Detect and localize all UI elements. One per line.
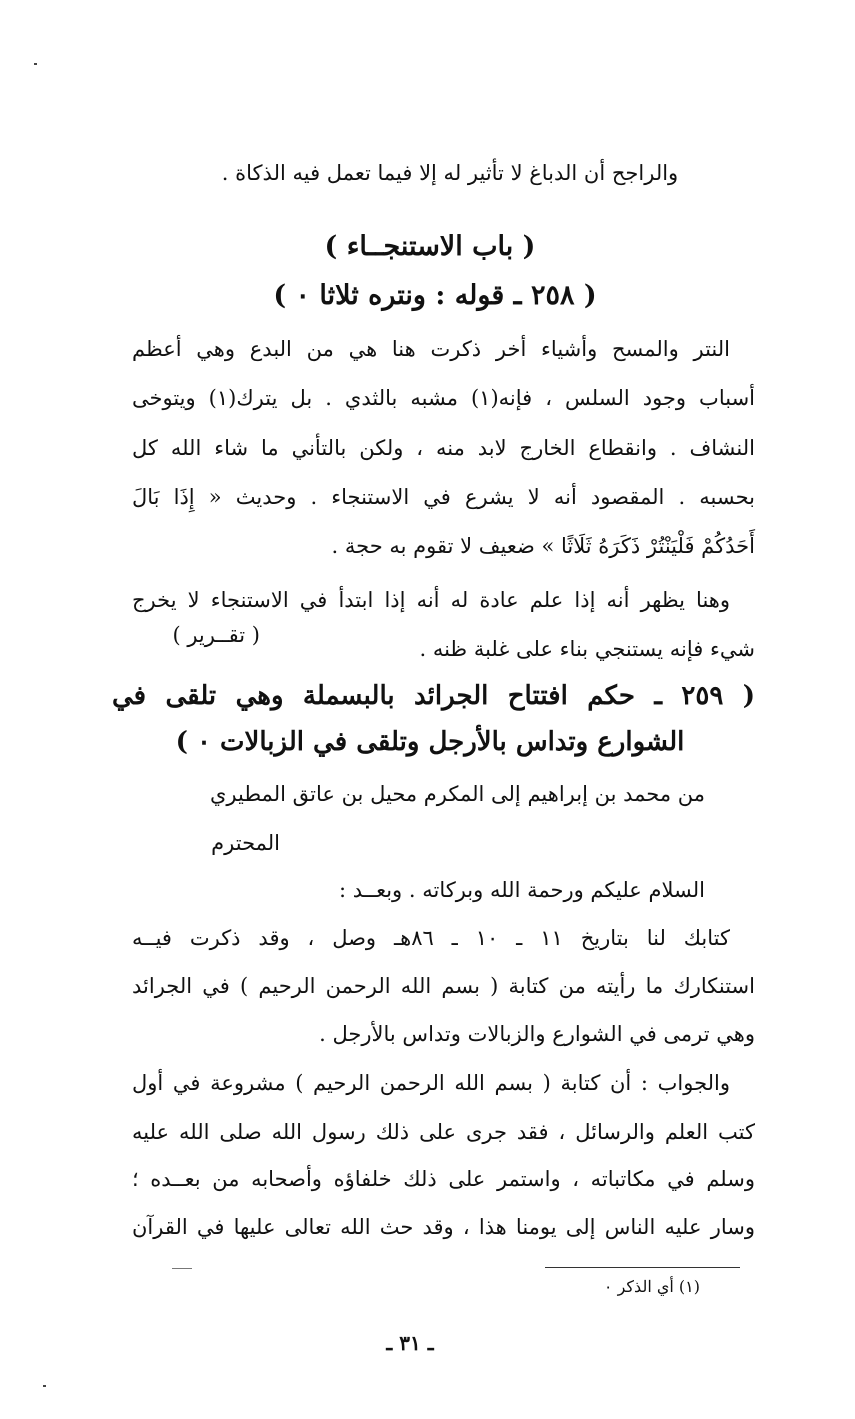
letter-greeting: السلام عليكم ورحمة الله وبركاته . وبعــد : bbox=[339, 878, 705, 902]
page-number: ـ ٣١ ـ bbox=[386, 1331, 434, 1355]
body-line-9: وهنا يظهر أنه إذا علم عادة له أنه إذا ابتدأ في الاستنجاء لا يخرج bbox=[132, 588, 730, 612]
body-line-4: النتر والمسح وأشياء أخر ذكرت هنا هي من البدع وهي أعظم bbox=[132, 337, 730, 361]
letter-addressee: من محمد بن إبراهيم إلى المكرم محيل بن عاتق المطيري bbox=[209, 782, 705, 806]
body-line-21: كتب العلم والرسائل ، فقد جرى على ذلك رسول الله صلى الله عليه bbox=[132, 1120, 755, 1144]
body-line-23: وسار عليه الناس إلى يومنا هذا ، وقد حث الله تعالى عليها في القرآن bbox=[132, 1215, 755, 1239]
body-line-17: كتابك لنا بتاريخ ١١ ـ ١٠ ـ ٨٦هـ وصل ، وقد ذكرت فيــه bbox=[132, 926, 731, 950]
body-line-7: بحسبه . المقصود أنه لا يشرع في الاستنجاء . وحديث « إِذَا بَالَ bbox=[132, 485, 755, 509]
footnote: (١) أي الذكر ٠ bbox=[603, 1277, 700, 1296]
section-heading-258: ( ٢٥٨ ـ قوله : ونتره ثلاثا ٠ ) bbox=[273, 280, 597, 311]
body-line-10: شيء فإنه يستنجي بناء على غلبة ظنه . bbox=[419, 637, 755, 661]
scan-speck bbox=[34, 63, 37, 65]
body-line-1: والراجح أن الدباغ لا تأثير له إلا فيما تعمل فيه الذكاة . bbox=[221, 161, 679, 185]
scan-mark bbox=[172, 1268, 192, 1269]
chapter-heading: ( باب الاستنجــاء ) bbox=[324, 231, 536, 262]
body-line-20: والجواب : أن كتابة ( بسم الله الرحمن الرحيم ) مشروعة في أول bbox=[132, 1071, 730, 1095]
letter-honorific: المحترم bbox=[211, 831, 280, 855]
body-line-5: أسباب وجود السلس ، فإنه(١) مشبه بالثدي . بل يترك(١) ويتوخى bbox=[132, 386, 755, 410]
scan-speck bbox=[43, 1385, 46, 1387]
footnote-separator bbox=[545, 1267, 740, 1268]
body-line-19: وهي ترمى في الشوارع والزبالات وتداس بالأرجل . bbox=[319, 1022, 755, 1046]
body-line-18: استنكارك ما رأيته من كتابة ( بسم الله الرحمن الرحيم ) في الجرائد bbox=[132, 974, 755, 998]
body-line-6: النشاف . وانقطاع الخارج لابد منه ، ولكن بالتأني ما شاء الله كل bbox=[132, 436, 755, 460]
section-heading-259-line2: الشوارع وتداس بالأرجل وتلقى في الزبالات ٠ ) bbox=[175, 727, 685, 757]
body-line-8: أَحَدُكُمْ فَلْيَنْتُرْ ذَكَرَهُ ثَلَاثًا » ضعيف لا تقوم به حجة . bbox=[331, 534, 755, 558]
section-heading-259-line1: ( ٢٥٩ ـ حكم افتتاح الجرائد بالبسملة وهي تلقى في bbox=[112, 681, 755, 711]
body-line-22: وسلم في مكاتباته ، واستمر على ذلك خلفاؤه وأصحابه من بعــده ؛ bbox=[132, 1167, 755, 1191]
source-note: ( تقــرير ) bbox=[172, 623, 260, 647]
